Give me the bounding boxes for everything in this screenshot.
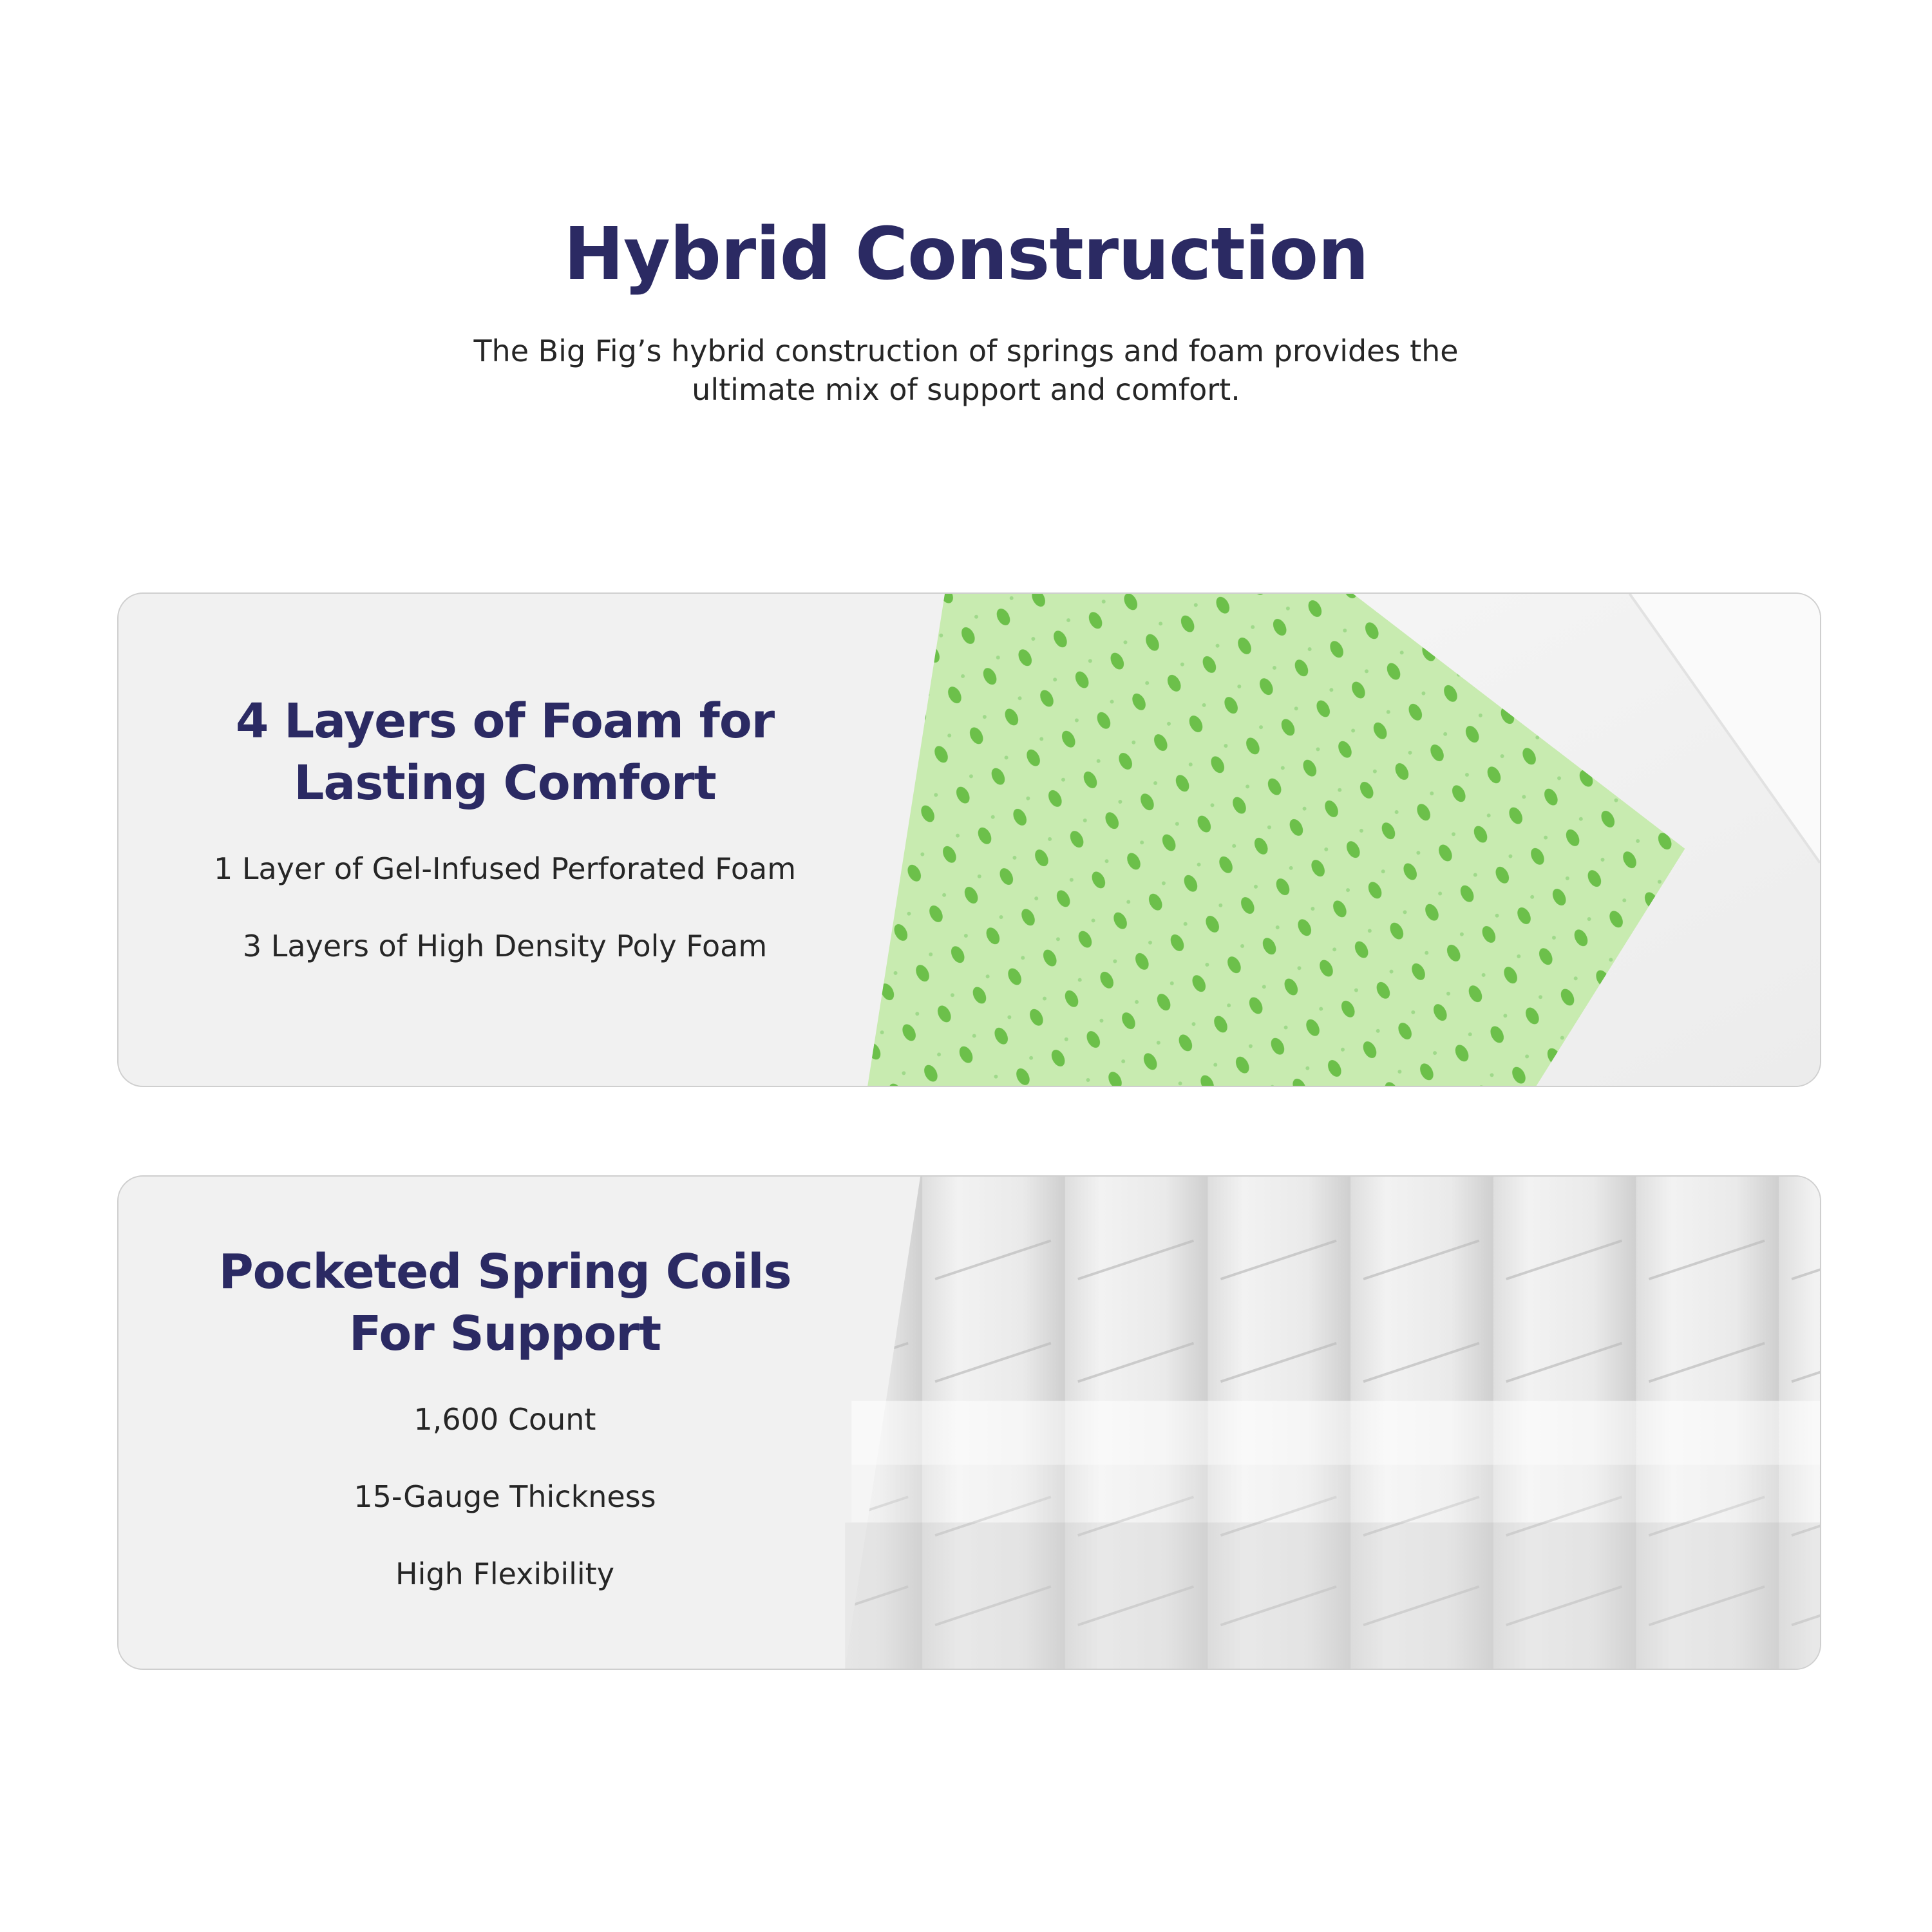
foam-layers-card xyxy=(117,592,1821,1087)
subtitle-line-2: ultimate mix of support and comfort. xyxy=(692,372,1240,407)
spring-bullet-2: 15-Gauge Thickness xyxy=(354,1479,656,1514)
heading-line-2: For Support xyxy=(348,1306,661,1361)
page-subtitle xyxy=(386,332,1546,409)
spring-bullet-1: 1,600 Count xyxy=(413,1402,596,1437)
spring-coils-heading xyxy=(118,1241,891,1365)
spring-bullet-3: High Flexibility xyxy=(395,1557,614,1591)
heading-line-1: 4 Layers of Foam for xyxy=(235,694,775,749)
foam-bullet-1: 1 Layer of Gel-Infused Perforated Foam xyxy=(213,851,797,886)
subtitle-line-1: The Big Fig’s hybrid construction of springs and foam provides the xyxy=(473,334,1459,368)
spring-coils-text xyxy=(118,1177,891,1669)
foam-layers-text xyxy=(118,594,891,1086)
heading-line-1: Pocketed Spring Coils xyxy=(218,1244,791,1300)
heading-line-2: Lasting Comfort xyxy=(294,755,716,811)
page-title: Hybrid Construction xyxy=(564,213,1368,296)
foam-layers-heading xyxy=(118,690,891,814)
spring-coils-card xyxy=(117,1175,1821,1670)
foam-bullet-2: 3 Layers of High Density Poly Foam xyxy=(242,929,768,963)
